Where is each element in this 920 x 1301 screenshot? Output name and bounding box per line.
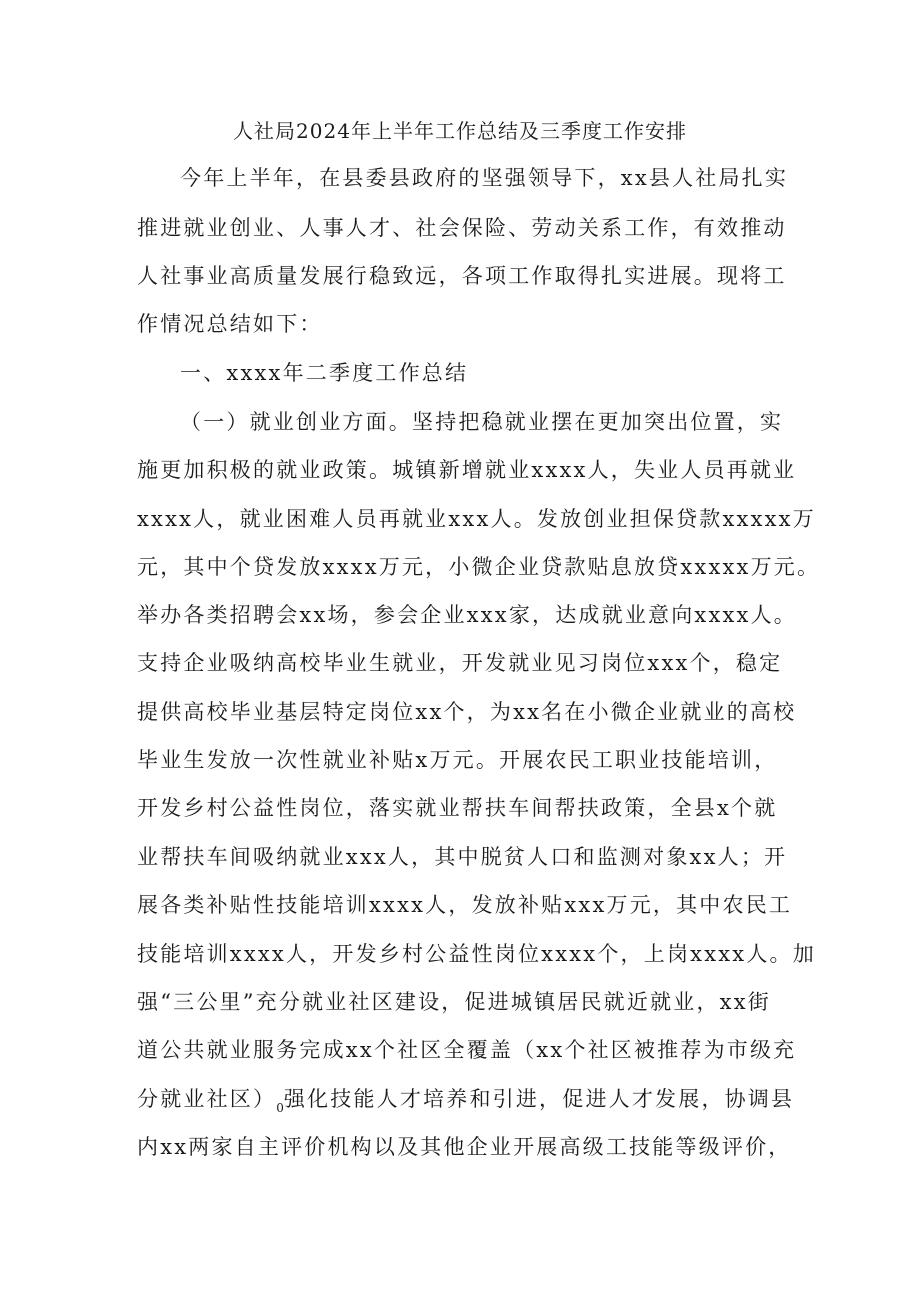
- section-heading: 一、xxxx年二季度工作总结: [180, 361, 469, 385]
- paragraph-line: 作情况总结如下：: [137, 312, 323, 336]
- paragraph-line: 提供高校毕业基层特定岗位xx个，为xx名在小微企业就业的高校: [137, 700, 797, 724]
- paragraph-line: 内xx两家自主评价机构以及其他企业开展高级工技能等级评价，: [137, 1135, 792, 1159]
- paragraph-line: 施更加积极的就业政策。城镇新增就业xxxx人，失业人员再就业: [137, 458, 797, 482]
- paragraph-line: 开发乡村公益性岗位，落实就业帮扶车间帮扶政策，全县x个就: [137, 796, 778, 820]
- paragraph-line: 技能培训xxxx人，开发乡村公益性岗位xxxx个，上岗xxxx人。加: [137, 942, 816, 966]
- paragraph-line: 今年上半年，在县委县政府的坚强领导下，xx县人社局扎实: [180, 166, 789, 190]
- line-segment: 分就业社区）: [137, 1087, 277, 1111]
- paragraph-line: 毕业生发放一次性就业补贴x万元。开展农民工职业技能培训，: [137, 748, 778, 772]
- paragraph-line: 业帮扶车间吸纳就业xxx人，其中脱贫人口和监测对象xx人；开: [137, 845, 788, 869]
- paragraph-line: 道公共就业服务完成xx个社区全覆盖（xx个社区被推荐为市级充: [137, 1038, 797, 1062]
- paragraph-line: 举办各类招聘会xx场，参会企业xxx家，达成就业意向xxxx人。: [137, 603, 797, 627]
- paragraph-line: 推进就业创业、人事人才、社会保险、劳动关系工作，有效推动: [137, 216, 787, 240]
- paragraph-line: 人社事业高质量发展行稳致远，各项工作取得扎实进展。现将工: [137, 264, 787, 288]
- paragraph-line: 元，其中个贷发放xxxx万元，小微企业贷款贴息放贷xxxxx万元。: [137, 555, 821, 579]
- subscript-mark: 0: [276, 1101, 284, 1115]
- paragraph-line: xxxx人，就业困难人员再就业xxx人。发放创业担保贷款xxxxx万: [137, 507, 816, 531]
- paragraph-line: （一）就业创业方面。坚持把稳就业摆在更加突出位置，实: [180, 410, 784, 434]
- document-title: 人社局2024年上半年工作总结及三季度工作安排: [233, 119, 687, 143]
- paragraph-line: 展各类补贴性技能培训xxxx人，发放补贴xxx万元，其中农民工: [137, 893, 793, 917]
- line-segment: 强化技能人才培养和引进，促进人才发展，协调县: [283, 1087, 795, 1111]
- paragraph-line: [137, 1084, 794, 1123]
- paragraph-line: 强“三公里”充分就业社区建设，促进城镇居民就近就业，xx街: [137, 990, 771, 1014]
- paragraph-line: 支持企业吸纳高校毕业生就业，开发就业见习岗位xxx个，稳定: [137, 651, 783, 675]
